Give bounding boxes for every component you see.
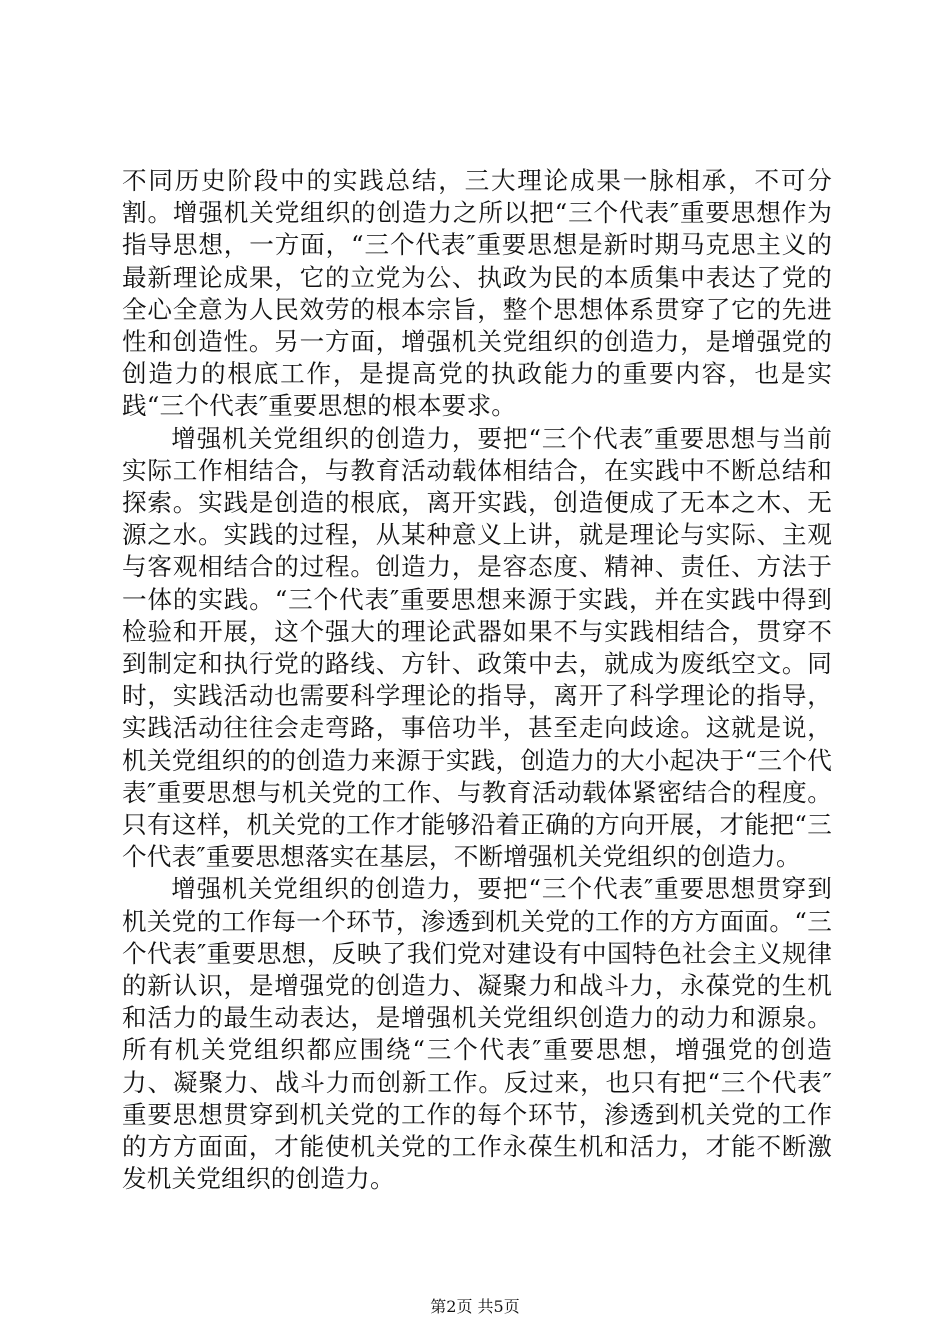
paragraph-3: 增强机关党组织的创造力，要把“三个代表″重要思想贯穿到机关党的工作每一个环节，渗透到机关党的工作的方方面面。“三个代表″重要思想，反映了我们党对建设有中国特色社会主义规律的新认识，是增强党的创造力、凝聚力和战斗力，永葆党的生机和活力的最生动表达，是增强机关党组织创造力的动力和源泉。所有机关党组织都应围绕“三个代表″重要思想，增强党的创造力、凝聚力、战斗力而创新工作。反过来，也只有把“三个代表″重要思想贯穿到机关党的工作的每个环节，渗透到机关党的工作的方方面面，才能使机关党的工作永葆生机和活力，才能不断激发机关党组织的创造力。: [122, 874, 832, 1194]
paragraph-1: 不同历史阶段中的实践总结，三大理论成果一脉相承，不可分割。增强机关党组织的创造力之所以把“三个代表″重要思想作为指导思想，一方面，“三个代表″重要思想是新时期马克思主义的最新理论成果，它的立党为公、执政为民的本质集中表达了党的全心全意为人民效劳的根本宗旨，整个思想体系贯穿了它的先进性和创造性。另一方面，增强机关党组织的创造力，是增强党的创造力的根底工作，是提高党的执政能力的重要内容，也是实践“三个代表″重要思想的根本要求。: [122, 166, 832, 421]
page-number-label: 第2页 共5页: [430, 1297, 520, 1316]
paragraph-2: 增强机关党组织的创造力，要把“三个代表″重要思想与当前实际工作相结合，与教育活动载体相结合，在实践中不断总结和探索。实践是创造的根底，离开实践，创造便成了无本之木、无源之水。实践的过程，从某种意义上讲，就是理论与实际、主观与客观相结合的过程。创造力，是容态度、精神、责任、方法于一体的实践。“三个代表″重要思想来源于实践，并在实践中得到检验和开展，这个强大的理论武器如果不与实践相结合，贯穿不到制定和执行党的路线、方针、政策中去，就成为废纸空文。同时，实践活动也需要科学理论的指导，离开了科学理论的指导，实践活动往往会走弯路，事倍功半，甚至走向歧途。这就是说，机关党组织的的创造力来源于实践，创造力的大小起决于“三个代表″重要思想与机关党的工作、与教育活动载体紧密结合的程度。只有这样，机关党的工作才能够沿着正确的方向开展，才能把“三个代表″重要思想落实在基层，不断增强机关党组织的创造力。: [122, 423, 832, 872]
document-body: [122, 165, 832, 1196]
page-footer: [0, 1297, 950, 1317]
